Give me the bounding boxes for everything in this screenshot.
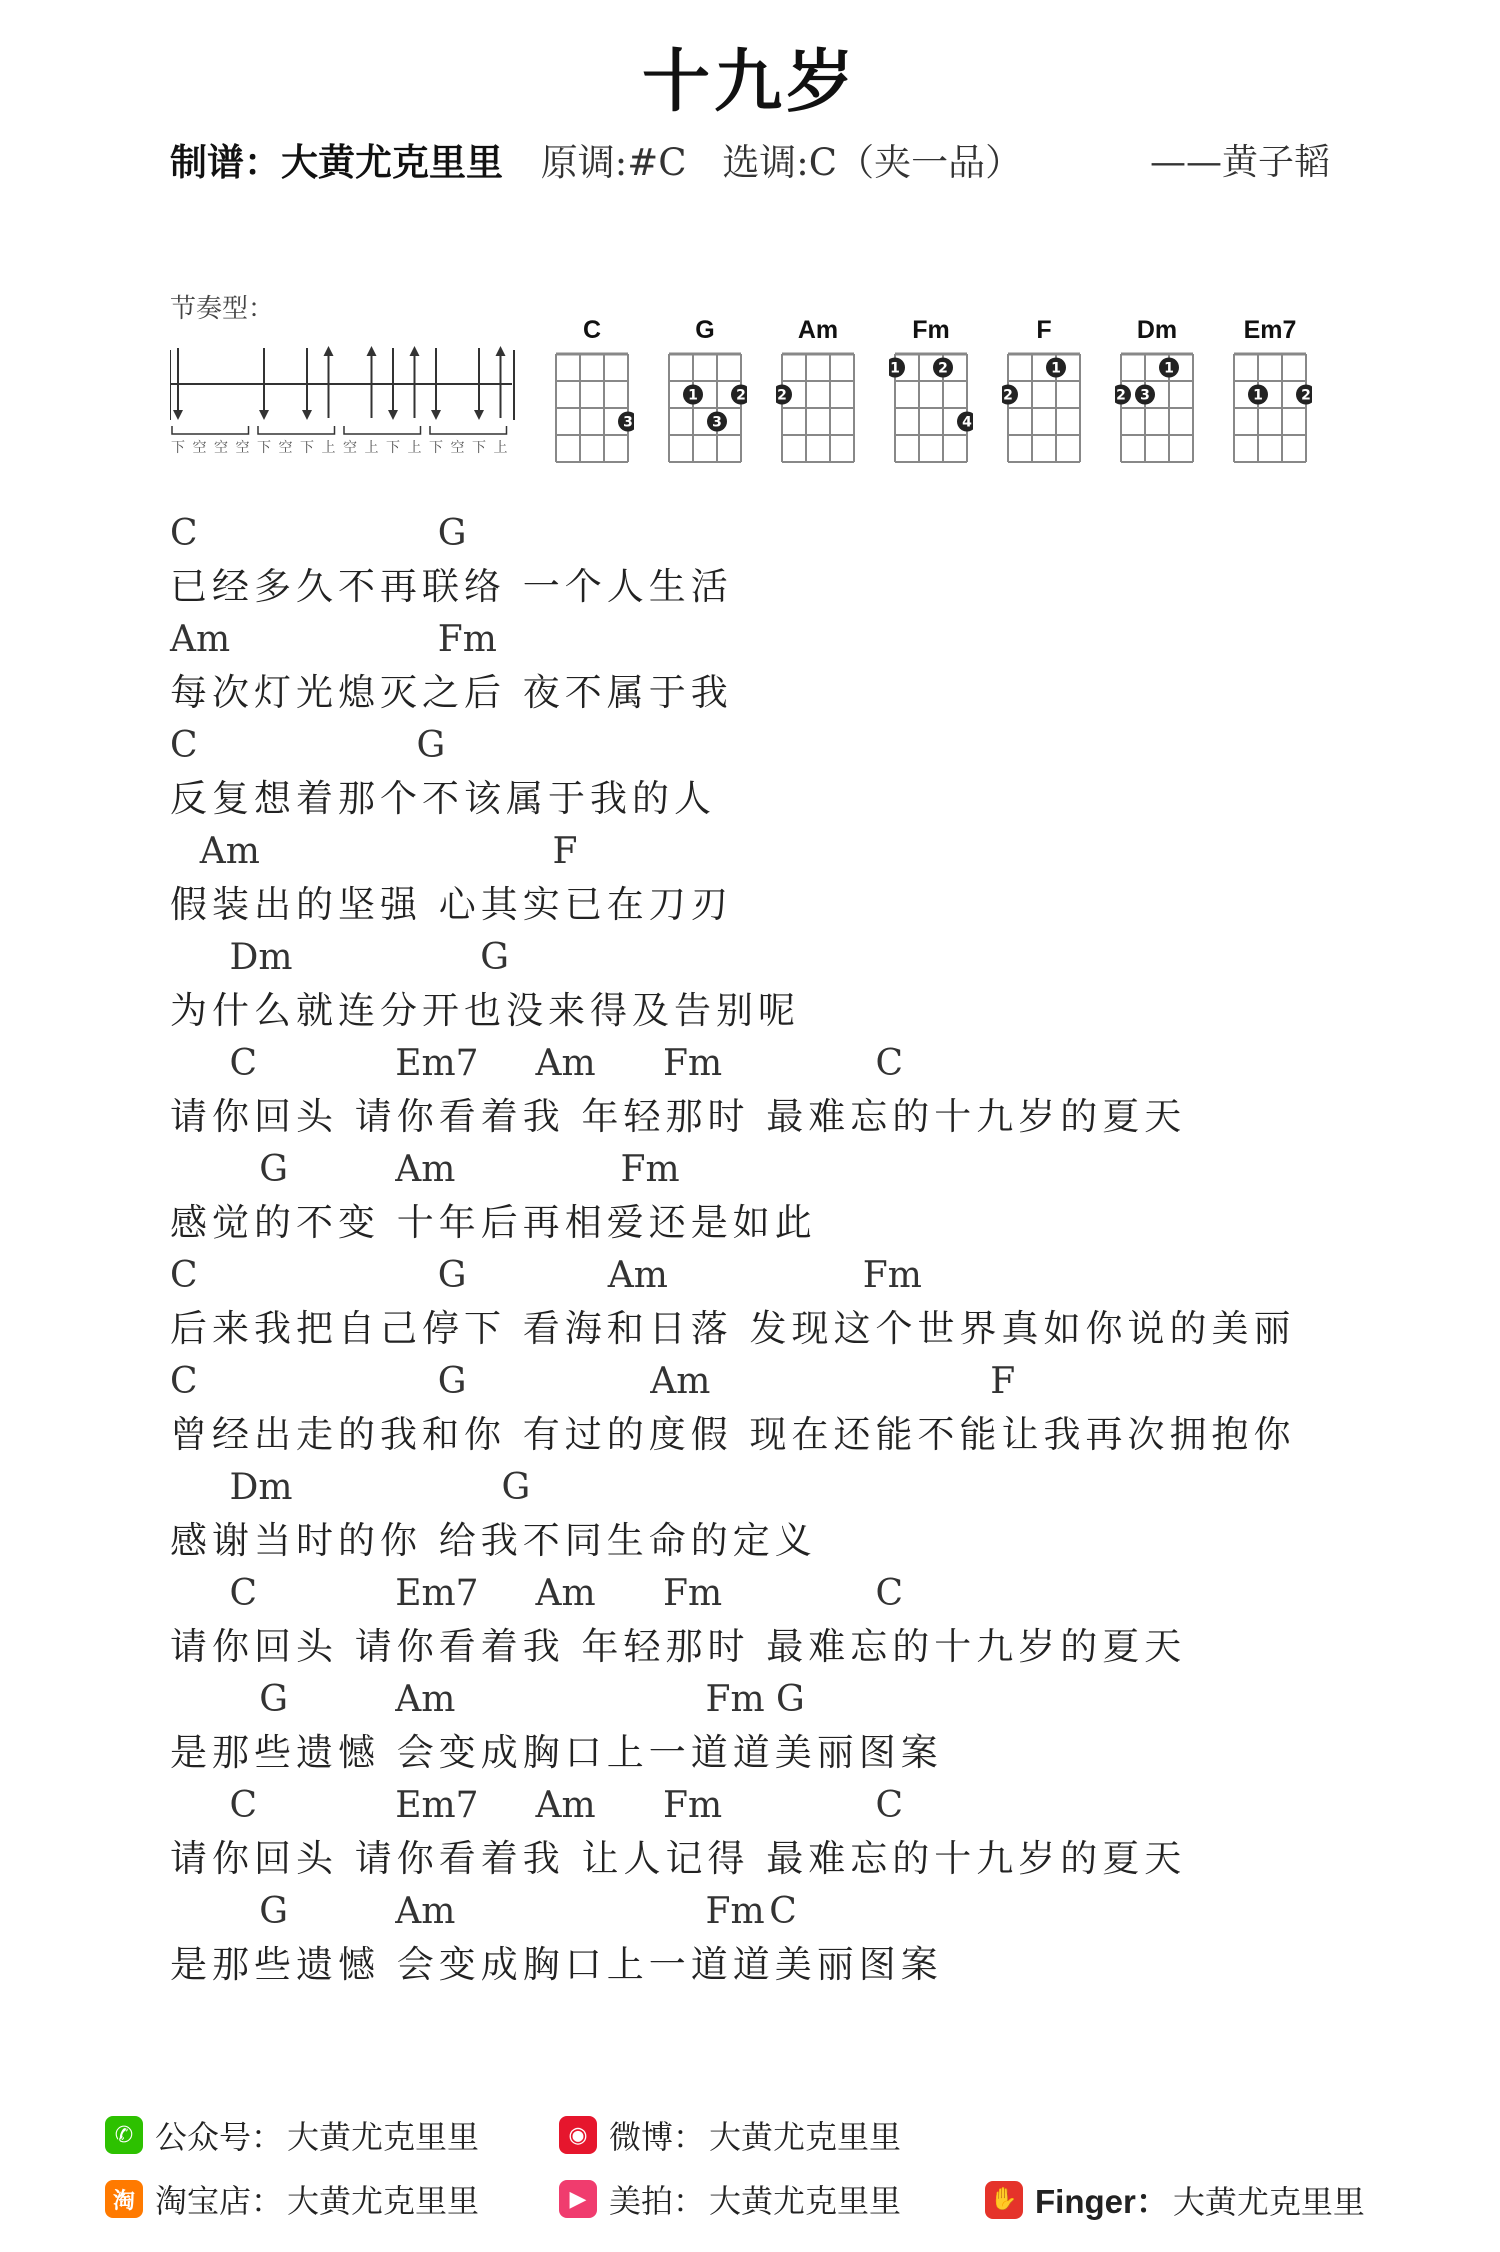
chord-symbol: Em7 xyxy=(395,1573,479,1614)
strum-label: 空 xyxy=(343,440,357,456)
finger-number: 1 xyxy=(1051,360,1061,377)
footer-item xyxy=(559,2176,901,2222)
wechat-icon: ✆ xyxy=(105,2116,143,2154)
chord-diagram xyxy=(550,316,634,474)
chord-line xyxy=(170,510,1296,558)
beat-bracket xyxy=(258,426,335,434)
lyric-line: 曾经出走的我和你 有过的度假 现在还能不能让我再次拥抱你 xyxy=(170,1413,1296,1456)
chord-symbol: Am xyxy=(395,1891,456,1932)
strum-label: 下 xyxy=(386,440,400,456)
chord-diagram xyxy=(1002,316,1086,474)
footer-item xyxy=(559,2112,901,2158)
lyric-line: 已经多久不再联络 一个人生活 xyxy=(170,565,733,608)
down-arrow-icon xyxy=(259,410,269,420)
finger-icon: ✋ xyxy=(985,2181,1023,2219)
chord-symbol: C xyxy=(170,1255,198,1296)
chord-name: C xyxy=(582,316,602,344)
chord-symbol: Fm xyxy=(663,1573,723,1614)
footer-item xyxy=(105,2176,479,2222)
up-arrow-icon xyxy=(367,346,377,356)
chord-symbol: Fm xyxy=(705,1891,765,1932)
finger-number: 3 xyxy=(712,414,722,431)
chord-symbol: Fm xyxy=(663,1043,723,1084)
chord-symbol: G xyxy=(259,1149,289,1190)
lyric-line: 反复想着那个不该属于我的人 xyxy=(170,777,716,820)
fretboard-grid xyxy=(776,350,860,468)
chord-symbol: Fm G xyxy=(705,1679,805,1720)
footer-label: Finger： xyxy=(1035,2183,1169,2220)
chord-symbol: G xyxy=(480,937,510,978)
finger-number: 2 xyxy=(1301,387,1311,404)
chord-line xyxy=(170,1782,1296,1830)
chord-symbol: Am xyxy=(535,1043,596,1084)
chord-diagram xyxy=(776,316,860,474)
chord-symbol: Am xyxy=(395,1149,456,1190)
chord-symbol: Am xyxy=(607,1255,668,1296)
finger-number: 1 xyxy=(688,387,698,404)
chord-symbol: G xyxy=(416,725,446,766)
beat-bracket xyxy=(430,426,507,434)
finger-number: 3 xyxy=(623,414,633,431)
finger-number: 2 xyxy=(777,387,787,404)
up-arrow-icon xyxy=(496,346,506,356)
song-title: 十九岁 xyxy=(641,42,858,122)
chord-diagram xyxy=(663,316,747,474)
chord-name: Dm xyxy=(1136,316,1178,344)
fretboard-grid xyxy=(1002,350,1086,468)
strum-label: 空 xyxy=(450,440,465,456)
chord-symbol: Em7 xyxy=(395,1043,479,1084)
chord-symbol: G xyxy=(259,1891,289,1932)
chord-line xyxy=(170,1464,1296,1512)
strum-label: 下 xyxy=(257,440,271,456)
meipai-icon: ▶ xyxy=(559,2180,597,2218)
chord-diagram xyxy=(1115,316,1199,474)
strum-label: 下 xyxy=(429,440,443,456)
chord-name: G xyxy=(695,316,715,344)
finger-number: 3 xyxy=(1140,387,1150,404)
chord-symbol: C xyxy=(875,1573,904,1614)
chord-symbol: C xyxy=(769,1891,797,1932)
chord-line xyxy=(170,934,1296,982)
down-arrow-icon xyxy=(388,410,398,420)
fretboard-grid xyxy=(663,350,747,468)
chord-symbol: Am xyxy=(535,1785,596,1826)
lyrics-sheet xyxy=(170,510,1296,1994)
chord-line xyxy=(170,1358,1296,1406)
lyric-line: 是那些遗憾 会变成胸口上一道道美丽图案 xyxy=(170,1731,943,1774)
chord-symbol: C xyxy=(170,725,198,766)
chord-symbol: G xyxy=(259,1679,289,1720)
taobao-icon: 淘 xyxy=(105,2180,143,2218)
lyric-line: 感觉的不变 十年后再相爱还是如此 xyxy=(170,1201,817,1244)
finger-number: 2 xyxy=(1003,387,1013,404)
footer-label: 美拍： xyxy=(609,2182,706,2220)
strum-label: 上 xyxy=(321,440,336,456)
strum-label: 空 xyxy=(235,440,250,456)
down-arrow-icon xyxy=(431,410,441,420)
strum-label: 上 xyxy=(493,440,508,456)
chord-symbol: G xyxy=(437,1361,467,1402)
strum-label: 上 xyxy=(407,440,422,456)
chord-line xyxy=(170,828,1296,876)
chord-symbol: G xyxy=(501,1467,531,1508)
fretboard-grid xyxy=(550,350,634,468)
down-arrow-icon xyxy=(302,410,312,420)
strum-label: 下 xyxy=(300,440,314,456)
chord-symbol: Am xyxy=(170,619,231,660)
lyric-line: 感谢当时的你 给我不同生命的定义 xyxy=(170,1519,817,1562)
strum-label: 下 xyxy=(171,440,185,456)
chord-symbol: F xyxy=(552,831,578,872)
lyric-line: 请你回头 请你看着我 年轻那时 最难忘的十九岁的夏天 xyxy=(170,1095,1187,1138)
lyric-line: 是那些遗憾 会变成胸口上一道道美丽图案 xyxy=(170,1943,943,1986)
down-arrow-icon xyxy=(474,410,484,420)
chord-symbol: Fm xyxy=(663,1785,723,1826)
chord-symbol: Em7 xyxy=(395,1785,479,1826)
footer-item xyxy=(105,2112,479,2158)
footer-value: 大黄尤克里里 xyxy=(709,2182,902,2220)
lyric-line: 每次灯光熄灭之后 夜不属于我 xyxy=(170,671,733,714)
chord-line xyxy=(170,1252,1296,1300)
fretboard-grid xyxy=(889,350,973,468)
strum-label: 上 xyxy=(364,440,379,456)
finger-number: 2 xyxy=(938,360,948,377)
credit-line xyxy=(170,132,1022,186)
footer-value: 大黄尤克里里 xyxy=(709,2118,902,2156)
up-arrow-icon xyxy=(410,346,420,356)
chord-line xyxy=(170,1676,1296,1724)
fretboard-grid xyxy=(1228,350,1312,468)
chord-symbol: C xyxy=(170,513,198,554)
finger-number: 4 xyxy=(962,414,972,431)
original-key: 原调:#C xyxy=(540,141,687,184)
beat-bracket xyxy=(344,426,421,434)
lyric-line: 请你回头 请你看着我 年轻那时 最难忘的十九岁的夏天 xyxy=(170,1625,1187,1668)
strum-pattern xyxy=(170,340,530,460)
chord-symbol: Dm xyxy=(229,937,293,978)
footer-label: 微博： xyxy=(609,2118,706,2156)
chord-symbol: C xyxy=(229,1785,258,1826)
chord-symbol: Dm xyxy=(229,1467,293,1508)
beat-bracket xyxy=(172,426,249,434)
chord-diagram xyxy=(889,316,973,474)
chord-symbol: Am xyxy=(650,1361,711,1402)
finger-number: 1 xyxy=(1253,387,1263,404)
chord-symbol: Fm xyxy=(620,1149,680,1190)
chord-symbol: C xyxy=(170,1361,198,1402)
strum-label: 下 xyxy=(472,440,486,456)
lyric-line: 为什么就连分开也没来得及告别呢 xyxy=(170,989,800,1032)
chord-symbol: Fm xyxy=(862,1255,922,1296)
up-arrow-icon xyxy=(324,346,334,356)
lyric-line: 后来我把自己停下 看海和日落 发现这个世界真如你说的美丽 xyxy=(170,1307,1296,1350)
chord-symbol: Am xyxy=(395,1679,456,1720)
chord-line xyxy=(170,1888,1296,1936)
chord-name: F xyxy=(1036,316,1052,344)
footer-label: 公众号： xyxy=(155,2118,284,2156)
chord-symbol: F xyxy=(990,1361,1016,1402)
weibo-icon: ◉ xyxy=(559,2116,597,2154)
footer-value: 大黄尤克里里 xyxy=(287,2182,480,2220)
finger-number: 2 xyxy=(736,387,746,404)
selected-key: 选调:C（夹一品） xyxy=(722,141,1023,184)
artist-credit: ——黄子韬 xyxy=(1149,142,1330,183)
chord-name: Am xyxy=(797,316,839,344)
chord-diagram xyxy=(1228,316,1312,474)
chord-name: Fm xyxy=(912,316,950,344)
finger-number: 2 xyxy=(1116,387,1126,404)
chord-symbol: C xyxy=(875,1785,904,1826)
maker-credit: 制谱：大黄尤克里里 xyxy=(170,140,503,184)
chord-line xyxy=(170,616,1296,664)
chord-line xyxy=(170,1040,1296,1088)
footer-label: 淘宝店： xyxy=(155,2182,284,2220)
footer-social-links xyxy=(105,2112,1445,2242)
down-arrow-icon xyxy=(173,410,183,420)
chord-symbol: C xyxy=(875,1043,904,1084)
chord-line xyxy=(170,1146,1296,1194)
chord-symbol: G xyxy=(437,1255,467,1296)
chord-line xyxy=(170,722,1296,770)
strum-label: 空 xyxy=(192,440,207,456)
chord-line xyxy=(170,1570,1296,1618)
chord-name: Em7 xyxy=(1243,316,1297,344)
footer-value: 大黄尤克里里 xyxy=(1172,2182,1365,2221)
chord-symbol: C xyxy=(229,1573,258,1614)
chord-symbol: C xyxy=(229,1043,258,1084)
lyric-line: 假装出的坚强 心其实已在刀刃 xyxy=(170,883,733,926)
finger-number: 1 xyxy=(890,360,900,377)
strum-label: 空 xyxy=(278,440,293,456)
footer-item xyxy=(985,2176,1365,2223)
chord-symbol: Fm xyxy=(437,619,497,660)
chord-symbol: Am xyxy=(535,1573,596,1614)
rhythm-label: 节奏型： xyxy=(170,294,275,324)
lyric-line: 请你回头 请你看着我 让人记得 最难忘的十九岁的夏天 xyxy=(170,1837,1187,1880)
finger-number: 1 xyxy=(1164,360,1174,377)
fretboard-grid xyxy=(1115,350,1199,468)
footer-value: 大黄尤克里里 xyxy=(287,2118,480,2156)
chord-symbol: G xyxy=(437,513,467,554)
chord-symbol: Am xyxy=(199,831,260,872)
strum-label: 空 xyxy=(214,440,228,456)
